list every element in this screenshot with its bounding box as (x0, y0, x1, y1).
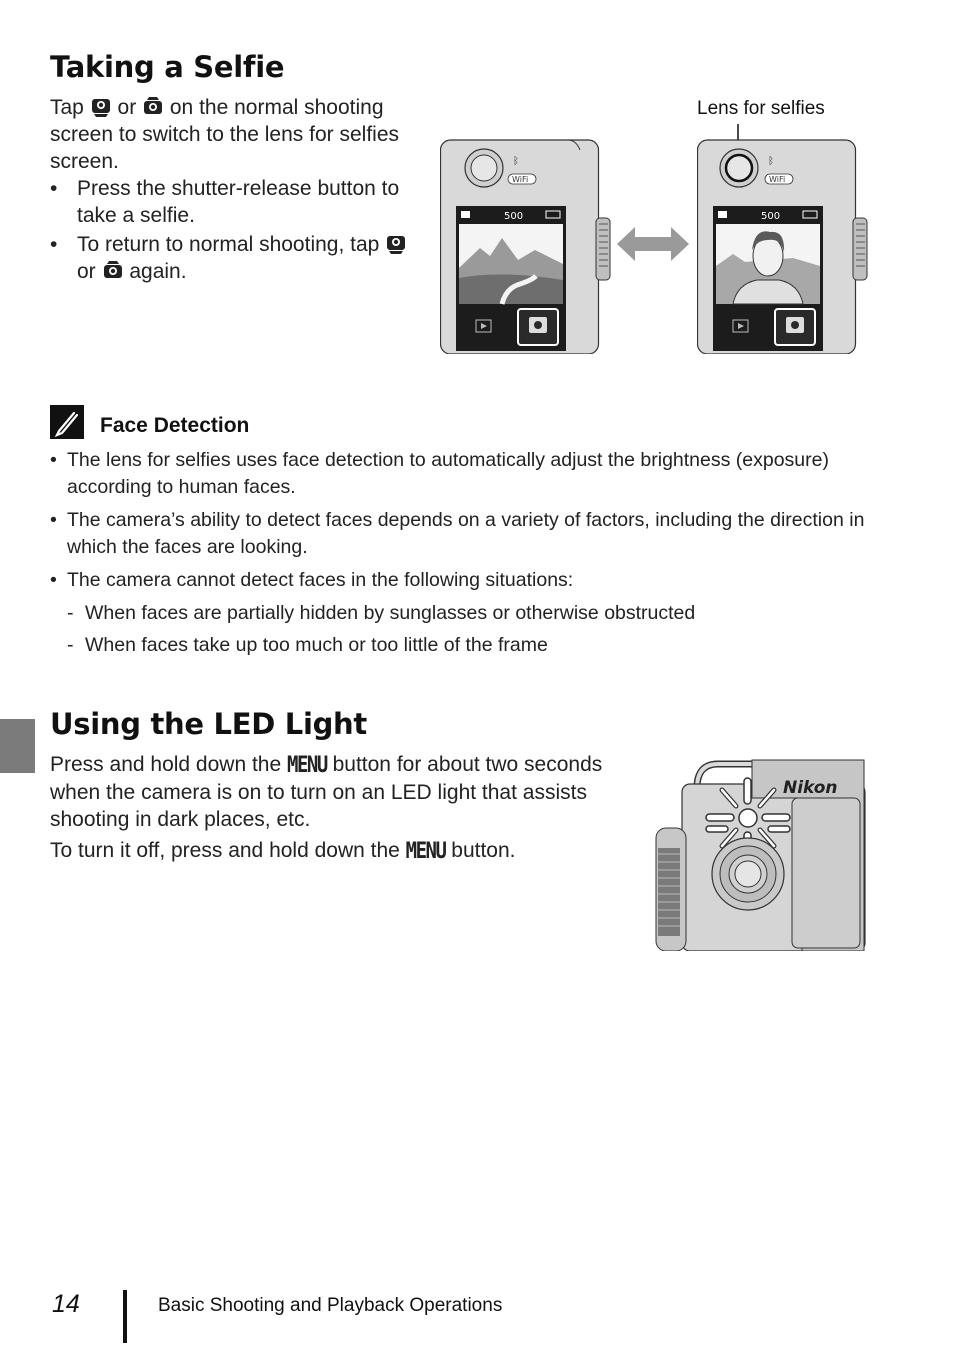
figure-label-lens-for-selfies: Lens for selfies (697, 98, 825, 119)
svg-text:ᛒ: ᛒ (513, 156, 519, 167)
section-title-selfie: Taking a Selfie (50, 50, 285, 84)
footer-divider (123, 1290, 127, 1343)
menu-button-glyph: MENU (405, 838, 446, 864)
selfie-instructions (50, 94, 420, 285)
note-sub-bullets (67, 600, 890, 659)
list-item: • To return to normal shooting, tap or again. (50, 231, 420, 285)
svg-text:ᛒ: ᛒ (768, 156, 774, 167)
svg-text:WiFi: WiFi (512, 175, 529, 184)
section-title-led-light: Using the LED Light (50, 707, 367, 741)
chapter-name: Basic Shooting and Playback Operations (158, 1295, 503, 1316)
shots-remaining: 500 (504, 211, 524, 222)
selfie-bullets (50, 175, 420, 285)
selfie-intro: Tap or on the normal shooting screen to switch to the lens for selfies screen. (50, 96, 399, 173)
page-number: 14 (52, 1290, 80, 1318)
chapter-tab-marker (0, 719, 35, 773)
list-item: - When faces are partially hidden by sunglasses or otherwise obstructed (67, 600, 890, 627)
camera-led-illustration (652, 758, 868, 951)
shots-remaining: 500 (761, 211, 781, 222)
face-detection-notes (50, 447, 890, 664)
selfie-lens-icon (90, 95, 112, 117)
menu-button-glyph: MENU (287, 752, 327, 778)
list-item: • Press the shutter-release button to take a selfie. (50, 175, 420, 229)
list-item: • The camera cannot detect faces in the following situations: (50, 567, 890, 594)
camera-selfie-illustration (697, 138, 869, 354)
normal-lens-icon (102, 259, 124, 281)
list-item: • The lens for selfies uses face detection to automatically adjust the brightness (exposure) according to human faces. (50, 447, 890, 501)
camera-normal-shooting-illustration (440, 138, 612, 354)
switch-arrow-icon (617, 225, 689, 263)
led-paragraph-off: To turn it off, press and hold down the MENU button. (50, 837, 620, 865)
normal-lens-icon (142, 95, 164, 117)
nikon-logo: Nikon (783, 778, 838, 798)
selfie-lens-icon (385, 232, 407, 254)
led-instructions (50, 751, 620, 865)
led-paragraph-on: Press and hold down the MENU button for about two seconds when the camera is on to turn on an LED light that assists shooting in dark places, etc. (50, 751, 620, 833)
svg-text:WiFi: WiFi (769, 175, 786, 184)
note-bullets (50, 447, 890, 594)
list-item: - When faces take up too much or too little of the frame (67, 632, 890, 659)
list-item: • The camera’s ability to detect faces depends on a variety of factors, including the direction in which the faces are looking. (50, 507, 890, 561)
note-title: Face Detection (100, 414, 250, 437)
note-pencil-icon (50, 405, 84, 439)
